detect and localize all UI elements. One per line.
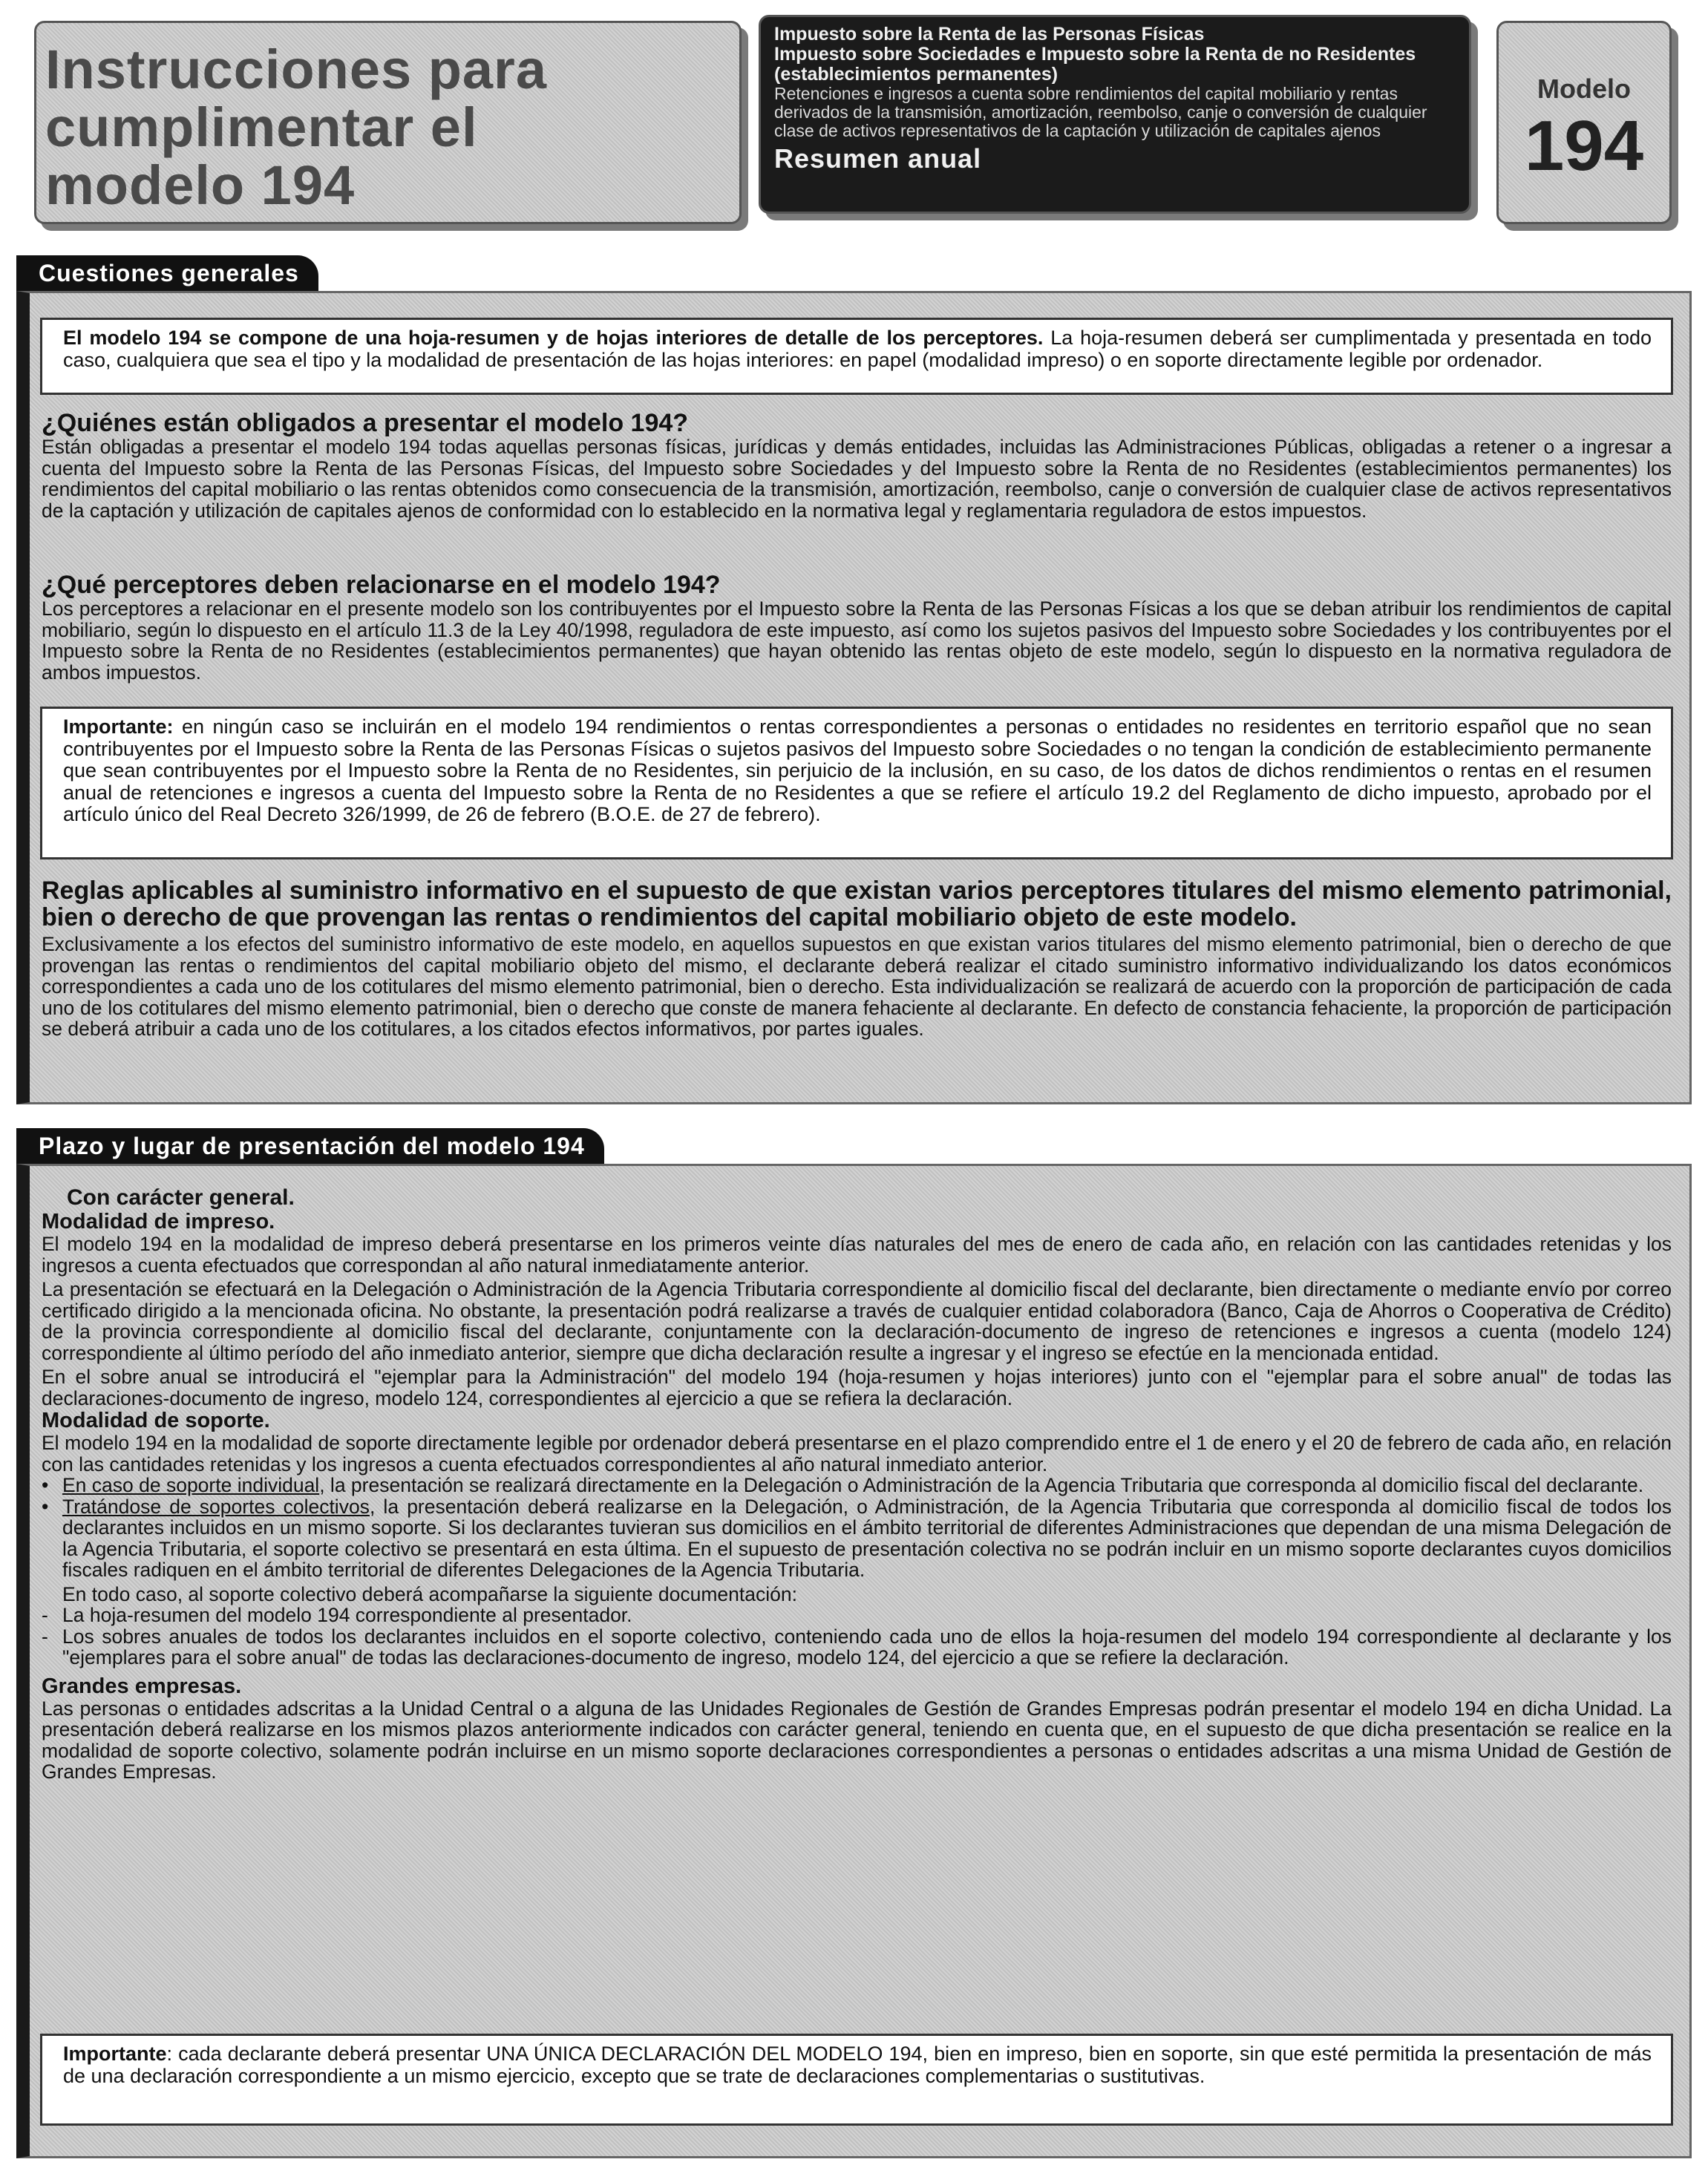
bullet-mark-1: • bbox=[42, 1474, 49, 1496]
subject-description: Retenciones e ingresos a cuenta sobre rendimientos del capital mobiliario y rentas derivados de la transmisión, amortización, reembolso, canje o conversión de cualquier clase de activos representativos de la captación y utilización de capitales ajenos bbox=[774, 84, 1427, 140]
importante-box-2 bbox=[40, 2034, 1673, 2126]
impreso-title: Modalidad de impreso. bbox=[42, 1210, 275, 1234]
intro-bold: El modelo 194 se compone de una hoja-resumen y de hojas interiores de detalle de los perceptores. bbox=[63, 327, 1044, 349]
q1-block bbox=[42, 410, 1672, 521]
intro-box bbox=[40, 318, 1673, 395]
dash-mark-1: - bbox=[42, 1604, 48, 1626]
soporte-p1: El modelo 194 en la modalidad de soporte directamente legible por ordenador deberá presentarse en el plazo comprendido entre el 1 de enero y el 20 de febrero de cada año, en relación con las cantidades retenidas y los ingresos a cuenta efectuados correspondientes al año natural inmediato anterior. bbox=[42, 1432, 1672, 1475]
importante-text-1: en ningún caso se incluirán en el modelo 194 rendimientos o rentas correspondientes a personas o entidades no residentes en territorio español que no sean contribuyentes por el Impuesto sobre la Renta de las Personas Físicas o sujetos pasivos del Impuesto sobre Sociedades o no tengan la condición de establecimiento permanente que sean contribuyentes por el Impuesto sobre la Renta de no Residentes, sin perjuicio de la inclusión, en su caso, de los datos de dichos rendimientos o rentas en el resumen anual de retenciones e ingresos a cuenta del Impuesto sobre la Renta de no Residentes a que se refiere el artículo 19.2 del Reglamento de dicho impuesto, aprobado por el artículo único del Real Decreto 326/1999, de 26 de febrero (B.O.E. de 27 de febrero). bbox=[63, 715, 1652, 825]
subject-box bbox=[759, 15, 1471, 214]
bullet1-text: , la presentación se realizará directamente en la Delegación o Administración de la Agencia Tributaria que corresponda al domicilio fiscal del declarante. bbox=[319, 1474, 1644, 1496]
grandes-title: Grandes empresas. bbox=[42, 1674, 242, 1698]
bullet2-underlined: Tratándose de soportes colectivos bbox=[62, 1495, 370, 1518]
q2-title: ¿Qué perceptores deben relacionarse en el modelo 194? bbox=[42, 571, 721, 599]
title-line-3: modelo 194 bbox=[45, 154, 356, 216]
importante-box-1 bbox=[40, 707, 1673, 859]
q2-block bbox=[42, 571, 1672, 683]
title-line-1: Instrucciones para bbox=[45, 39, 548, 100]
rules-title: Reglas aplicables al suministro informativo en el supuesto de que existan varios perceptores titulares del mismo elemento patrimonial, bien o derecho de que provengan las rentas o rendimientos del capital mobiliario objeto de este modelo. bbox=[42, 877, 1672, 931]
soporte-title: Modalidad de soporte. bbox=[42, 1409, 270, 1432]
dash1-text: La hoja-resumen del modelo 194 correspondiente al presentador. bbox=[62, 1604, 632, 1626]
bullet2-text: , la presentación deberá realizarse en la Delegación, o Administración, de la Agencia Tributaria que corresponda al domicilio fiscal de todos los declarantes incluidos en un mismo soporte. Si los declarantes tuvieran sus domicilios en el ámbito territorial de diferentes Administraciones que dependan de una misma Delegación de la Agencia Tributaria, el soporte colectivo se presentará en esta última. En el supuesto de presentación colectiva no se podrán incluir en un mismo soporte declarantes cuyos domicilios fiscales radiquen en el ámbito territorial de diferentes Delegaciones de la Agencia Tributaria. bbox=[62, 1495, 1672, 1581]
dash2-text: Los sobres anuales de todos los declarantes incluidos en el soporte colectivo, conteniendo cada uno de ellos la hoja-resumen del modelo 194 correspondiente al declarante y los "ejemplares para el sobre anual" de todas las declaraciones-documento de ingreso, modelo 124, del ejercicio a que se refiere la declaración. bbox=[62, 1625, 1672, 1668]
q1-text: Están obligadas a presentar el modelo 194 todas aquellas personas físicas, jurídicas y demás entidades, incluidas las Administraciones Públicas, obligadas a retener o a ingresar a cuenta del Impuesto sobre la Renta de las Personas Físicas, del Impuesto sobre Sociedades y del Impuesto sobre la Renta de no Residentes (establecimientos permanentes) los rendimientos del capital mobiliario o las rentas obtenidos como consecuencia de la transmisión, amortización, reembolso, canje o conversión de cualquier clase de activos representativos de la captación y utilización de capitales ajenos de conformidad con lo establecido en la normativa legal y reglamentaria reguladora de estos impuestos. bbox=[42, 436, 1672, 522]
title-box bbox=[34, 21, 742, 224]
section-tab-plazo-lugar: Plazo y lugar de presentación del modelo 194 bbox=[16, 1128, 604, 1166]
grandes-text: Las personas o entidades adscritas a la Unidad Central o a alguna de las Unidades Regionales de Gestión de Grandes Empresas podrán presentar el modelo 194 en dicha Unidad. La presentación deberá realizarse en los mismos plazos anteriormente indicados con carácter general, teniendo en cuenta que, en el supuesto de que dicha presentación se realice en la modalidad de soporte colectivo, solamente podrán incluirse en un mismo soporte declaraciones correspondientes a personas o entidades adscritas a una misma Unidad de Gestión de Grandes Empresas. bbox=[42, 1697, 1672, 1783]
plazo-content bbox=[42, 1186, 1672, 1783]
impreso-p2: La presentación se efectuará en la Delegación o Administración de la Agencia Tributaria correspondiente al domicilio fiscal del declarante, bien directamente o mediante envío por correo certificado dirigido a la mencionada oficina. No obstante, la presentación podrá realizarse a través de cualquier entidad colaboradora (Banco, Caja de Ahorros o Cooperativa de Crédito) de la provincia correspondiente al domicilio fiscal del declarante, conjuntamente con la declaración-documento de ingreso de retenciones e ingresos a cuenta (modelo 124) correspondiente al último período del año inmediato anterior, siempre que dicha declaración resulte a ingresar y el ingreso se efectúe en la mencionada entidad. bbox=[42, 1278, 1672, 1364]
q1-title: ¿Quiénes están obligados a presentar el modelo 194? bbox=[42, 409, 689, 437]
importante-label-2: Importante bbox=[63, 2043, 167, 2065]
section-tab-cuestiones-generales: Cuestiones generales bbox=[16, 255, 318, 293]
dash-item-1 bbox=[42, 1605, 1672, 1626]
bullet-item-2 bbox=[42, 1496, 1672, 1581]
rules-block bbox=[42, 877, 1672, 1040]
page-title bbox=[36, 23, 739, 214]
resumen-anual-label: Resumen anual bbox=[774, 143, 982, 174]
impreso-p1: El modelo 194 en la modalidad de impreso deberá presentarse en los primeros veinte días naturales del mes de enero de cada año, en relación con las cantidades retenidas y los ingresos a cuenta efectuados que correspondan al año natural inmediatamente anterior. bbox=[42, 1233, 1672, 1277]
bullet-mark-2: • bbox=[42, 1495, 49, 1518]
bullet1-underlined: En caso de soporte individual bbox=[62, 1474, 320, 1496]
model-label: Modelo bbox=[1537, 73, 1631, 104]
dash-mark-2: - bbox=[42, 1625, 48, 1648]
model-number: 194 bbox=[1524, 106, 1644, 186]
bullet-item-1 bbox=[42, 1475, 1672, 1496]
dash-item-2 bbox=[42, 1626, 1672, 1668]
intro-text: La hoja-resumen deberá ser cumplimentada y presentada en todo caso, cualquiera que sea el tipo y la modalidad de presentación de las hojas interiores: en papel (modalidad impreso) o en soporte directamente legible por ordenador. bbox=[63, 327, 1652, 371]
title-line-2: cumplimentar el bbox=[45, 96, 478, 158]
subject-line-2: Impuesto sobre Sociedades e Impuesto sobre la Renta de no Residentes (establecimientos permanentes) bbox=[774, 44, 1416, 85]
doc-intro: En todo caso, al soporte colectivo deberá acompañarse la siguiente documentación: bbox=[62, 1582, 797, 1605]
general-title: Con carácter general. bbox=[67, 1185, 295, 1210]
importante-label-1: Importante: bbox=[63, 715, 174, 738]
q2-text: Los perceptores a relacionar en el presente modelo son los contribuyentes por el Impuesto sobre la Renta de las Personas Físicas a los que se deban atribuir los rendimientos de capital mobiliario, según lo dispuesto en el artículo 11.3 de la Ley 40/1998, reguladora de este impuesto, así como los sujetos pasivos del Impuesto sobre Sociedades y los contribuyentes por el Impuesto sobre la Renta de no Residentes (establecimientos permanentes) que hayan obtenido las rentas objeto de este modelo, según lo dispuesto en la normativa reguladora de ambos impuestos. bbox=[42, 597, 1672, 684]
subject-line-1: Impuesto sobre la Renta de las Personas Físicas bbox=[774, 24, 1205, 45]
model-box bbox=[1496, 21, 1672, 224]
impreso-p3: En el sobre anual se introducirá el "ejemplar para la Administración" del modelo 194 (hoja-resumen y hojas interiores) junto con el "ejemplar para el sobre anual" de todas las declaraciones-documento de ingreso, modelo 124, correspondientes al ejercicio a que se refiera la declaración. bbox=[42, 1366, 1672, 1409]
importante-text-2: : cada declarante deberá presentar UNA ÚNICA DECLARACIÓN DEL MODELO 194, bien en impreso, bien en soporte, sin que esté permitida la presentación de más de una declaración correspondiente a un mismo ejercicio, excepto que se trate de declaraciones complementarias o sustitutivas. bbox=[63, 2043, 1652, 2087]
rules-text: Exclusivamente a los efectos del suministro informativo de este modelo, en aquellos supuestos en que existan varios titulares del mismo elemento patrimonial, bien o derecho de que provengan las rentas o rendimientos del capital mobiliario objeto del mismo, el declarante deberá realizar el citado suministro informativo individualizando los datos económicos correspondientes a cada uno de los cotitulares del mismo elemento patrimonial, bien o derecho. Esta individualización se realizará de acuerdo con la proporción de participación de cada uno de los cotitulares del mismo elemento patrimonial, bien o derecho que conste de manera fehaciente al declarante. En defecto de constancia fehaciente, la proporción de participación se deberá atribuir a cada uno de los cotitulares, a los citados efectos informativos, por partes iguales. bbox=[42, 933, 1672, 1040]
